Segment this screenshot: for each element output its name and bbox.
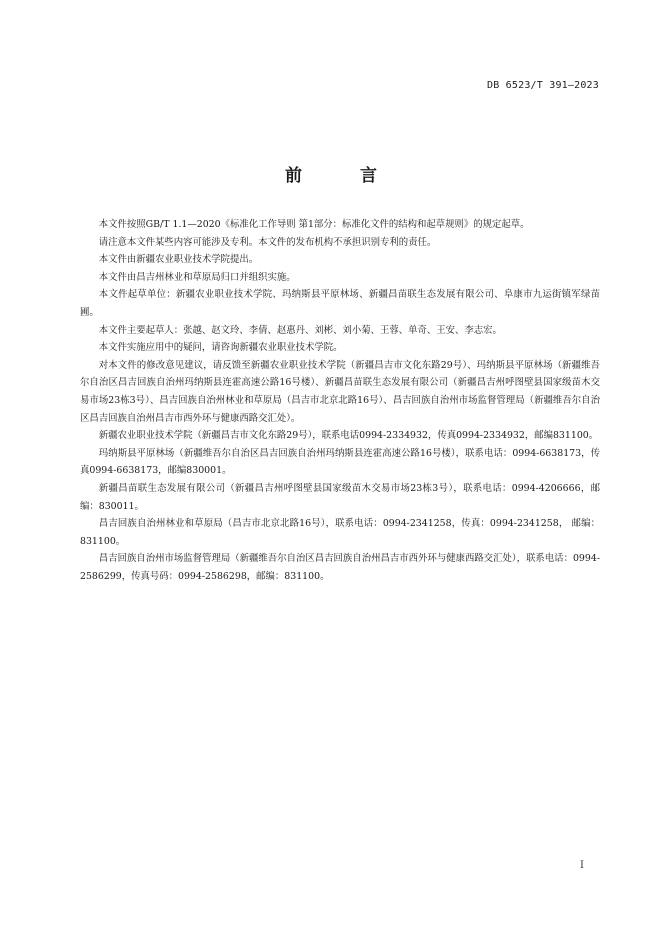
paragraph-patent-notice: 请注意本文件某些内容可能涉及专利。本文件的发布机构不承担识别专利的责任。 bbox=[98, 236, 437, 248]
standard-code: DB 6523/T 391—2023 bbox=[487, 80, 599, 91]
contact-forest-farm: 玛纳斯县平原林场（新疆维吾尔自治区昌吉回族自治州玛纳斯县连霍高速公路16号楼），联系电话：0994-6638173，传真0994-6638173，邮编830001。 bbox=[80, 447, 600, 477]
contact-forestry-bureau: 昌吉回族自治州林业和草原局（昌吉市北京北路16号），联系电话：0994-2341258，传真：0994-2341258， 邮编：831100。 bbox=[80, 518, 600, 547]
paragraph-drafting-rules: 本文件按照GB/T 1.1—2020《标准化工作导则 第1部分：标准化文件的结构和起草规则》的规定起草。 bbox=[98, 219, 530, 230]
contact-eco-company: 新疆昌苗联生态发展有限公司（新疆昌吉州呼图壁县国家级苗木交易市场23栋3号），联系电话：0994-4206666，邮编：830011。 bbox=[80, 482, 600, 512]
paragraph-feedback: 对本文件的修改意见建议，请反馈至新疆农业职业技术学院（新疆昌吉市文化东路29号）、玛纳斯县平原林场（新疆维吾尔自治区昌吉回族自治州玛纳斯县连霍高速公路16号楼）、新疆昌苗联生态发展有限公司（新疆昌吉州呼图壁县国家级苗木交易市场23栋3号）、昌吉回族自治州林业和草原局（昌吉市北京北路16号）、昌吉回族自治州市场监督管理局（新疆维吾尔自治区昌吉回族自治州昌吉市西外环与健康西路交汇处）。 bbox=[80, 359, 600, 424]
paragraph-drafters: 本文件主要起草人：张越、赵文玲、李倩、赵惠丹、刘彬、刘小菊、王蓉、单奇、王安、李志宏。 bbox=[98, 324, 502, 336]
contact-market-regulation: 昌吉回族自治州市场监督管理局（新疆维吾尔自治区昌吉回族自治州昌吉市西外环与健康西路交汇处），联系电话：0994-2586299，传真号码：0994-2586298，邮编：831100。 bbox=[80, 553, 600, 582]
paragraph-drafting-units: 本文件起草单位：新疆农业职业技术学院、玛纳斯县平原林场、新疆昌苗联生态发展有限公司、阜康市九运街镇军绿苗圃。 bbox=[80, 289, 600, 318]
paragraph-inquiry: 本文件实施应用中的疑问，请咨询新疆农业职业技术学院。 bbox=[98, 342, 343, 354]
page-number: I bbox=[580, 860, 584, 871]
foreword-body bbox=[80, 216, 600, 585]
contact-college: 新疆农业职业技术学院（新疆昌吉市文化东路29号），联系电话0994-2334932，传真0994-2334932，邮编831100。 bbox=[98, 430, 599, 442]
page-title: 前 言 bbox=[285, 166, 403, 186]
paragraph-administrator: 本文件由昌吉州林业和草原局归口并组织实施。 bbox=[98, 271, 296, 283]
paragraph-proposer: 本文件由新疆农业职业技术学院提出。 bbox=[98, 254, 259, 266]
